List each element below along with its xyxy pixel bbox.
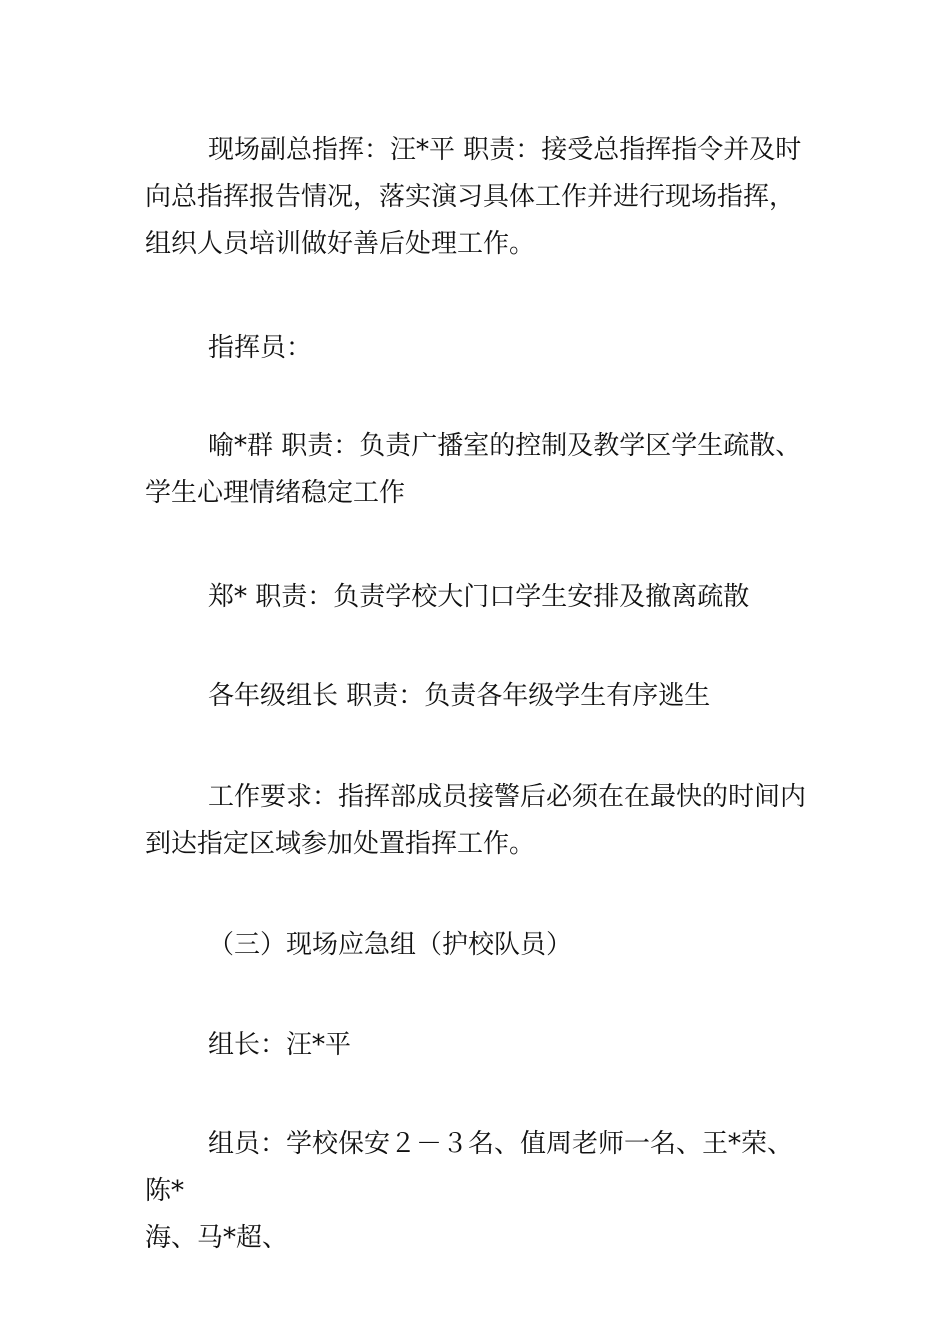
text-line: 各年级组长 职责：负责各年级学生有序逃生 — [208, 681, 711, 711]
text-line: 向总指挥报告情况，落实演习具体工作并进行现场指挥， — [145, 182, 796, 212]
text-line: 现场副总指挥：汪*平 职责：接受总指挥指令并及时 — [208, 135, 802, 165]
text-line: 学生心理情绪稳定工作 — [145, 478, 406, 508]
paragraph-group-leader — [145, 1022, 815, 1069]
text-line: （三）现场应急组（护校队员） — [208, 930, 573, 960]
paragraph-commander-zheng — [145, 574, 815, 621]
section-heading — [145, 922, 815, 969]
paragraph-group-members — [145, 1121, 815, 1262]
text-line: 工作要求：指挥部成员接警后必须在在最快的时间内 — [208, 782, 807, 812]
paragraph-commander-yu — [145, 423, 815, 517]
text-line: 喻*群 职责：负责广播室的控制及教学区学生疏散、 — [208, 431, 802, 461]
paragraph-work-requirements — [145, 774, 815, 868]
text-line: 海、马*超、 — [145, 1223, 289, 1253]
text-line: 组织人员培训做好善后处理工作。 — [145, 229, 536, 259]
text-line: 到达指定区域参加处置指挥工作。 — [145, 829, 536, 859]
text-line: 组长：汪*平 — [208, 1030, 352, 1060]
paragraph-deputy-commander — [145, 127, 815, 268]
paragraph-grade-leaders — [145, 673, 815, 720]
text-line: 指挥员： — [208, 333, 313, 363]
text-line: 郑* 职责：负责学校大门口学生安排及撤离疏散 — [208, 582, 750, 612]
text-line: 组员：学校保安２－３名、值周老师一名、王*荣、陈* — [145, 1129, 794, 1206]
paragraph-commanders-heading — [145, 325, 815, 372]
